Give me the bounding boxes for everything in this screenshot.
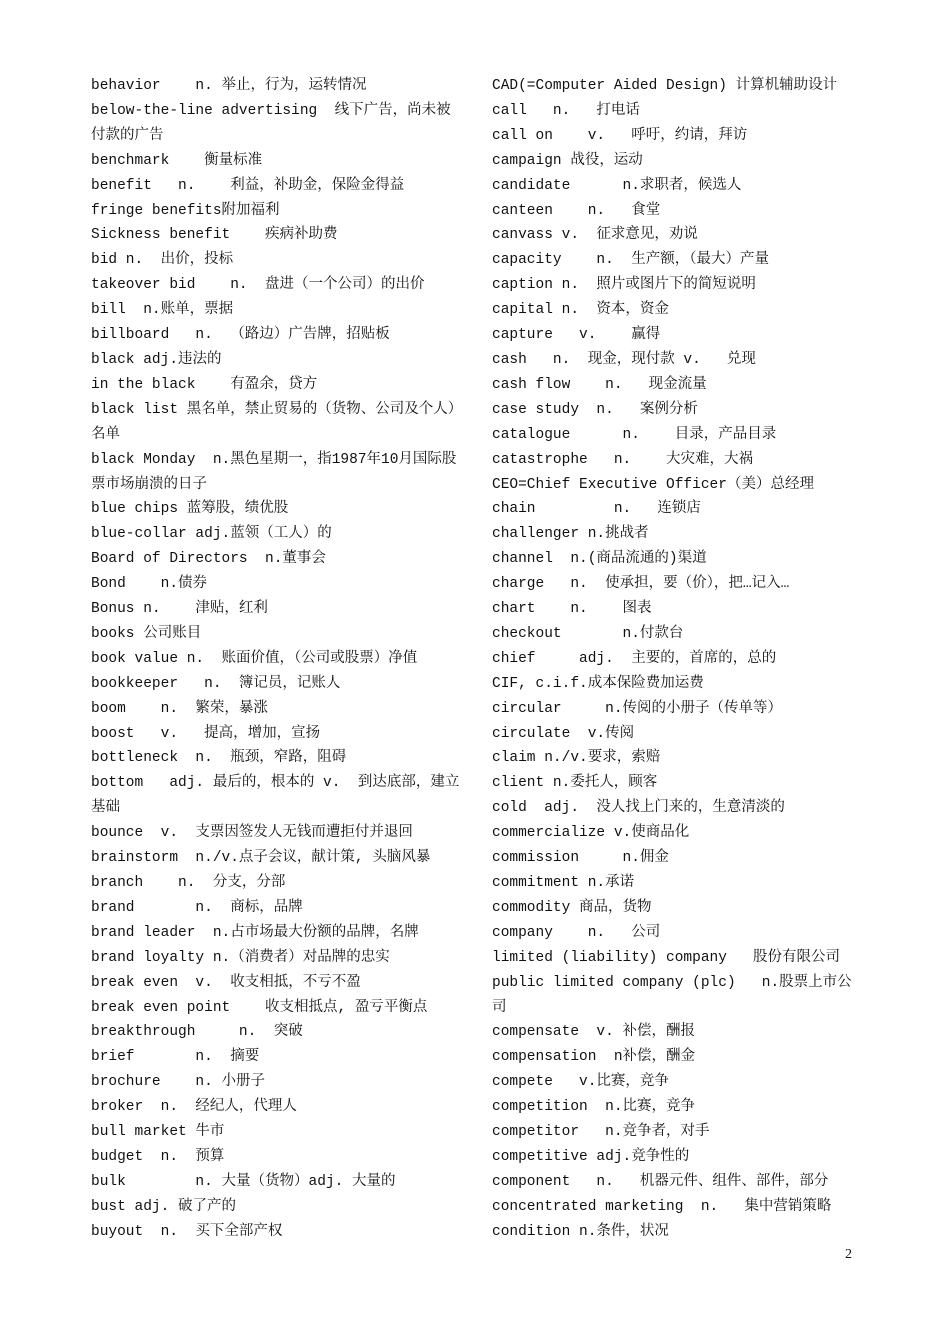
- glossary-entry: boom n. 繁荣，暴涨: [91, 700, 268, 717]
- glossary-entry: public limited company (plc) n.股票上市公司: [492, 974, 852, 1016]
- glossary-entry: component n. 机器元件、组件、部件，部分: [492, 1173, 829, 1190]
- glossary-entry: benefit n. 利益，补助金，保险金得益: [91, 177, 405, 194]
- glossary-entry: in the black 有盈余，贷方: [91, 376, 318, 393]
- glossary-entry: branch n. 分支，分部: [91, 875, 286, 891]
- glossary-entry: black adj.违法的: [91, 351, 222, 368]
- glossary-entry: Bonus n. 津贴，红利: [91, 601, 268, 618]
- glossary-entry: capture v. 赢得: [492, 327, 661, 344]
- glossary-entry: Board of Directors n.董事会: [91, 551, 326, 568]
- glossary-entry: black list 黑名单，禁止贸易的（货物、公司及个人）名单: [91, 401, 463, 443]
- glossary-entry: bust adj. 破了产的: [91, 1198, 237, 1215]
- glossary-entry: book value n. 账面价值，（公司或股票）净值: [91, 650, 418, 667]
- glossary-entry: competitive adj.竞争性的: [492, 1148, 690, 1165]
- glossary-entry: case study n. 案例分析: [492, 401, 698, 418]
- glossary-entry: brand leader n.占市场最大份额的品牌，名牌: [91, 924, 419, 941]
- glossary-entry: concentrated marketing n. 集中营销策略: [492, 1198, 832, 1215]
- glossary-entry: candidate n.求职者，候选人: [492, 177, 742, 194]
- glossary-entry: client n.委托人，顾客: [492, 775, 658, 792]
- glossary-entry: compensate v. 补偿，酬报: [492, 1024, 696, 1041]
- glossary-entry: brief n. 摘要: [91, 1049, 260, 1066]
- glossary-entry: company n. 公司: [492, 924, 661, 941]
- glossary-entry: budget n. 预算: [91, 1148, 225, 1165]
- glossary-entry: blue chips 蓝筹股，绩优股: [91, 501, 289, 518]
- glossary-entry: campaign 战役，运动: [492, 152, 643, 169]
- glossary-entry: blue-collar adj.蓝领（工人）的: [91, 526, 332, 543]
- glossary-entry: chart n. 图表: [492, 601, 652, 618]
- glossary-entry: broker n. 经纪人，代理人: [91, 1099, 297, 1116]
- glossary-entry: brand n. 商标，品牌: [91, 899, 303, 916]
- glossary-entry: break even point 收支相抵点, 盈亏平衡点: [91, 999, 428, 1016]
- glossary-entry: challenger n.挑战者: [492, 526, 649, 543]
- glossary-entry: below-the-line advertising 线下广告，尚未被付款的广告: [91, 102, 451, 144]
- glossary-entry: claim n./v.要求，索赔: [492, 750, 661, 767]
- glossary-entry: bid n. 出价，投标: [91, 252, 234, 269]
- glossary-entry: bottleneck n. 瓶颈，窄路，阻碍: [91, 750, 347, 767]
- glossary-entry: cash n. 现金，现付款 v. 兑现: [492, 351, 756, 368]
- glossary-entry: competition n.比赛，竞争: [492, 1099, 696, 1116]
- glossary-entry: catastrophe n. 大灾难，大祸: [492, 451, 754, 468]
- glossary-entry: bill n.账单，票据: [91, 302, 234, 319]
- glossary-entry: compete v.比赛，竞争: [492, 1074, 669, 1091]
- glossary-entry: capacity n. 生产额，（最大）产量: [492, 252, 769, 269]
- glossary-entry: CEO=Chief Executive Officer（美）总经理: [492, 476, 814, 493]
- glossary-entry: limited (liability) company 股份有限公司: [492, 949, 841, 966]
- glossary-entry: billboard n. （路边）广告牌，招贴板: [91, 327, 390, 344]
- glossary-entry: circular n.传阅的小册子（传单等）: [492, 700, 783, 717]
- glossary-entry: bull market 牛市: [91, 1124, 225, 1141]
- glossary-entry: Bond n.债券: [91, 576, 208, 593]
- glossary-entry: condition n.条件，状况: [492, 1223, 669, 1240]
- glossary-entry: call on v. 呼吁，约请，拜访: [492, 127, 748, 144]
- glossary-entry: CIF, c.i.f.成本保险费加运费: [492, 675, 704, 692]
- glossary-entry: chain n. 连锁店: [492, 501, 701, 518]
- glossary-entry: Sickness benefit 疾病补助费: [91, 227, 338, 244]
- glossary-entry: brochure n. 小册子: [91, 1074, 266, 1091]
- glossary-entry: books 公司账目: [91, 625, 202, 642]
- glossary-entry: caption n. 照片或图片下的简短说明: [492, 277, 756, 294]
- glossary-entry: brainstorm n./v.点子会议，献计策, 头脑风暴: [91, 850, 431, 867]
- page-number: 2: [845, 1247, 852, 1262]
- glossary-entry: black Monday n.黑色星期一，指1987年10月国际股票市场崩溃的日子: [91, 451, 457, 493]
- glossary-entry: fringe benefits附加福利: [91, 202, 280, 219]
- glossary-entry: charge n. 使承担，要（价），把…记入…: [492, 576, 790, 593]
- glossary-entry: bounce v. 支票因签发人无钱而遭拒付并退回: [91, 825, 413, 842]
- glossary-entry: breakthrough n. 突破: [91, 1024, 303, 1041]
- glossary-entry: capital n. 资本，资金: [492, 302, 669, 319]
- glossary-entry: cash flow n. 现金流量: [492, 376, 707, 393]
- glossary-entry: commitment n.承诺: [492, 875, 635, 891]
- glossary-entry: circulate v.传阅: [492, 725, 635, 742]
- glossary-entry: bookkeeper n. 簿记员，记账人: [91, 675, 341, 692]
- glossary-entry: bulk n. 大量（货物）adj. 大量的: [91, 1173, 396, 1190]
- glossary-entry: canvass v. 征求意见，劝说: [492, 227, 698, 244]
- glossary-entry: commission n.佣金: [492, 850, 669, 867]
- glossary-entry: compensation n补偿，酬金: [492, 1049, 696, 1066]
- glossary-entry: commodity 商品，货物: [492, 899, 652, 916]
- glossary-entry: break even v. 收支相抵，不亏不盈: [91, 974, 361, 991]
- glossary-entry: brand loyalty n.（消费者）对品牌的忠实: [91, 949, 390, 966]
- glossary-column-left: [91, 74, 463, 1245]
- glossary-entry: buyout n. 买下全部产权: [91, 1223, 283, 1240]
- glossary-entry: CAD(=Computer Aided Design) 计算机辅助设计: [492, 78, 838, 94]
- glossary-entry: chief adj. 主要的，首席的，总的: [492, 650, 777, 667]
- glossary-entry: commercialize v.使商品化: [492, 825, 690, 842]
- glossary-entry: boost v. 提高，增加，宣扬: [91, 725, 321, 742]
- glossary-entry: checkout n.付款台: [492, 625, 684, 642]
- glossary-column-right: [492, 74, 864, 1245]
- glossary-entry: benchmark 衡量标准: [91, 152, 263, 169]
- glossary-entry: takeover bid n. 盘进（一个公司）的出价: [91, 277, 425, 294]
- glossary-entry: cold adj. 没人找上门来的，生意清淡的: [492, 800, 785, 817]
- glossary-entry: catalogue n. 目录，产品目录: [492, 426, 777, 443]
- glossary-entry: behavior n. 举止，行为，运转情况: [91, 78, 367, 94]
- glossary-entry: competitor n.竞争者，对手: [492, 1124, 710, 1141]
- glossary-entry: call n. 打电话: [492, 102, 640, 119]
- glossary-entry: canteen n. 食堂: [492, 202, 661, 219]
- glossary-entry: channel n.(商品流通的)渠道: [492, 551, 707, 568]
- glossary-entry: bottom adj. 最后的，根本的 v. 到达底部，建立基础: [91, 775, 460, 817]
